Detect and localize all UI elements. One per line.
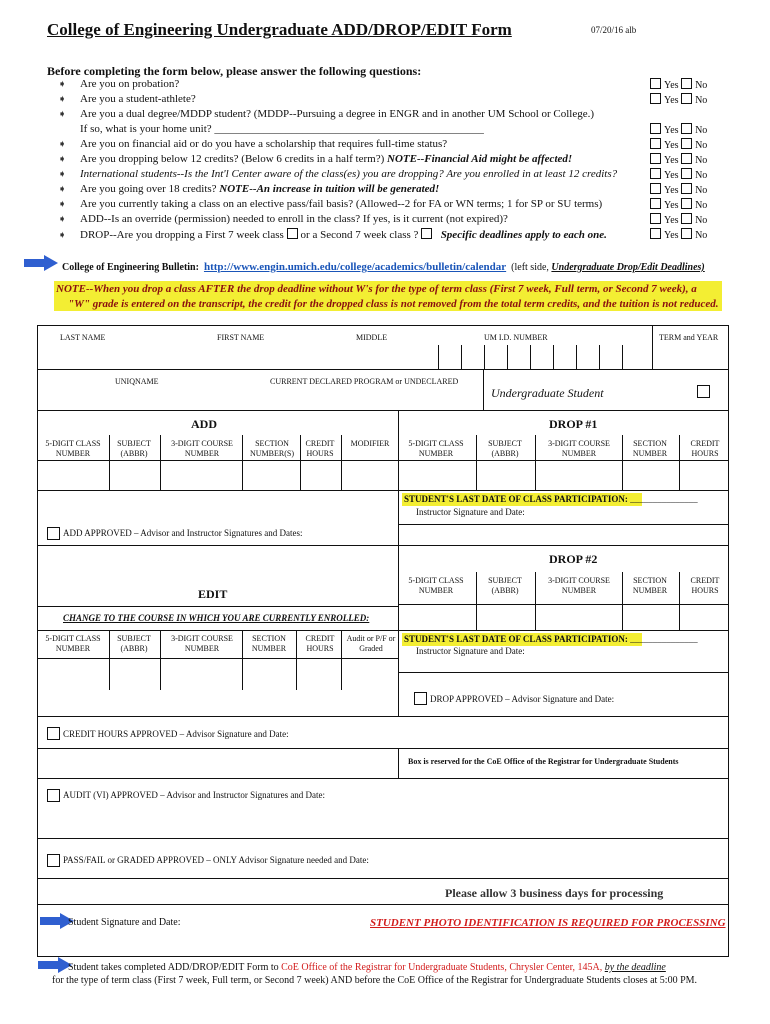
drop2-col-section: SECTION NUMBER (632, 576, 668, 595)
add-col-section: SECTION NUMBER(S) (249, 439, 294, 458)
yes-checkbox[interactable] (650, 78, 661, 89)
no-checkbox[interactable] (681, 228, 692, 239)
photo-id-notice: STUDENT PHOTO IDENTIFICATION IS REQUIRED FOR PROCESSING (370, 917, 726, 929)
pass-fail-approved-label: PASS/FAIL or GRADED APPROVED – ONLY Advisor Signature needed and Date: (63, 855, 369, 865)
uniqname-label: UNIQNAME (115, 377, 159, 386)
arrow-right-icon (38, 957, 72, 973)
first-name-label: FIRST NAME (217, 333, 265, 342)
no-checkbox[interactable] (681, 138, 692, 149)
edit-course-row[interactable] (37, 658, 398, 690)
yes-no-international: Yes No (650, 168, 707, 181)
drop2-col-course-number: 3-DIGIT COURSE NUMBER (548, 576, 610, 595)
question-international: ➧ International students--Is the Int'l Center aware of the class(es) you are dropping? Are you enrolled in at least 12 credits? (58, 168, 618, 180)
yes-checkbox[interactable] (650, 183, 661, 194)
pointer-icon: ➧ (58, 184, 67, 195)
pointer-icon: ➧ (58, 199, 67, 210)
question-below-12: ➧ Are you dropping below 12 credits? (Below 6 credits in a half term?) NOTE--Financial Aid might be affected! (58, 153, 573, 165)
pointer-icon: ➧ (58, 139, 67, 150)
question-home-unit: If so, what is your home unit? _________________________________________________ (80, 123, 484, 135)
drop1-course-row[interactable] (399, 460, 727, 490)
yes-checkbox[interactable] (650, 93, 661, 104)
yes-checkbox[interactable] (650, 168, 661, 179)
drop1-col-subject: SUBJECT (ABBR) (488, 439, 522, 458)
yes-checkbox[interactable] (650, 153, 661, 164)
question-athlete: ➧ Are you a student-athlete? (58, 93, 196, 105)
middle-label: MIDDLE (356, 333, 388, 342)
pointer-icon: ➧ (58, 230, 67, 241)
drop-approved-label: DROP APPROVED – Advisor Signature and Date: (430, 694, 615, 704)
edit-subtitle: CHANGE TO THE COURSE IN WHICH YOU ARE CURRENTLY ENROLLED: (63, 613, 370, 623)
question-financial-aid: ➧ Are you on financial aid or do you have a scholarship that requires full-time status? (58, 138, 448, 150)
first-7-week-checkbox[interactable] (287, 228, 298, 239)
add-col-subject: SUBJECT (ABBR) (117, 439, 151, 458)
drop2-instructor-label: Instructor Signature and Date: (416, 646, 525, 656)
pointer-icon: ➧ (58, 214, 67, 225)
question-pass-fail: ➧ Are you currently taking a class on an elective pass/fail basis? (Allowed--2 for FA or WN terms; 1 for SP or SU terms) (58, 198, 603, 210)
drop2-col-class-number: 5-DIGIT CLASS NUMBER (408, 576, 464, 595)
edit-col-section: SECTION NUMBER (251, 634, 287, 653)
bulletin-link[interactable]: http://www.engin.umich.edu/college/academics/bulletin/calendar (203, 261, 507, 273)
add-approved-label: ADD APPROVED – Advisor and Instructor Signatures and Dates: (63, 528, 303, 538)
credit-hours-approved-checkbox[interactable] (47, 727, 60, 740)
pointer-icon: ➧ (58, 154, 67, 165)
question-override: ➧ ADD--Is an override (permission) needed to enroll in the class? If yes, is it current (not expired)? (58, 213, 508, 225)
pointer-icon: ➧ (58, 94, 67, 105)
intro-text: Before completing the form below, please answer the following questions: (47, 64, 422, 78)
add-col-credit: CREDIT HOURS (305, 439, 335, 458)
student-signature-label: Student Signature and Date: (68, 917, 181, 928)
no-checkbox[interactable] (681, 78, 692, 89)
yes-no-over-18: Yes No (650, 183, 707, 196)
second-7-week-checkbox[interactable] (421, 228, 432, 239)
pointer-icon: ➧ (58, 79, 67, 90)
registrar-box-label: Box is reserved for the CoE Office of the Registrar for Undergraduate Students (408, 757, 679, 766)
drop1-col-section: SECTION NUMBER (632, 439, 668, 458)
warning-line-1: NOTE--When you drop a class AFTER the drop deadline without W's for the type of term class (First 7 week, Full term, or Second 7 week), a (56, 283, 697, 295)
no-checkbox[interactable] (681, 153, 692, 164)
yes-no-financial-aid: Yes No (650, 138, 707, 151)
add-col-modifier: MODIFIER (350, 439, 390, 448)
add-col-class-number: 5-DIGIT CLASS NUMBER (45, 439, 101, 458)
form-date-code: 07/20/16 alb (591, 25, 637, 35)
deadlines-link[interactable]: Undergraduate Drop/Edit Deadlines) (551, 262, 705, 273)
drop2-col-credit: CREDIT HOURS (690, 576, 720, 595)
credit-hours-approved-label: CREDIT HOURS APPROVED – Advisor Signature and Date: (63, 729, 289, 739)
question-over-18: ➧ Are you going over 18 credits? NOTE--An increase in tuition will be generated! (58, 183, 440, 195)
pass-fail-approved-checkbox[interactable] (47, 854, 60, 867)
drop-approved-checkbox[interactable] (414, 692, 427, 705)
yes-checkbox[interactable] (650, 138, 661, 149)
edit-col-audit: Audit or P/F or Graded (346, 634, 396, 653)
yes-no-7-week: Yes No (650, 228, 707, 241)
footer-line-2: for the type of term class (First 7 week, Full term, or Second 7 week) AND before the CoE Office of the Registrar for Undergraduate Students closes at 5:00 PM. (52, 975, 698, 986)
yes-no-below-12: Yes No (650, 153, 707, 166)
yes-no-athlete: Yes No (650, 93, 707, 106)
processing-note: Please allow 3 business days for processing (445, 886, 664, 900)
question-probation: ➧ Are you on probation? (58, 78, 180, 90)
pointer-icon: ➧ (58, 169, 67, 180)
edit-col-class-number: 5-DIGIT CLASS NUMBER (45, 634, 101, 653)
no-checkbox[interactable] (681, 168, 692, 179)
drop2-col-subject: SUBJECT (ABBR) (488, 576, 522, 595)
program-label: CURRENT DECLARED PROGRAM or UNDECLARED (270, 377, 459, 386)
drop1-instructor-label: Instructor Signature and Date: (416, 507, 525, 517)
drop2-course-row[interactable] (399, 604, 727, 630)
add-title: ADD (191, 417, 217, 431)
drop1-title: DROP #1 (549, 417, 598, 431)
question-dual-degree: ➧ Are you a dual degree/MDDP student? (MDDP--Pursuing a degree in ENGR and in another UM School or College.) (58, 108, 595, 120)
drop1-last-date-label: STUDENT'S LAST DATE OF CLASS PARTICIPATION: _______________ (404, 494, 698, 504)
drop2-title: DROP #2 (549, 552, 598, 566)
drop1-col-class-number: 5-DIGIT CLASS NUMBER (408, 439, 464, 458)
term-label: TERM and YEAR (659, 333, 719, 342)
yes-checkbox[interactable] (650, 198, 661, 209)
last-name-label: LAST NAME (60, 333, 106, 342)
umid-input[interactable] (438, 345, 648, 369)
question-7-week: ➧ DROP--Are you dropping a First 7 week class or a Second 7 week class ? Specific deadlines apply to each one. (58, 229, 607, 241)
footer-line-1: Student takes completed ADD/DROP/EDIT Form to CoE Office of the Registrar for Undergraduate Students, Chrysler Center, 145A, by the deadline (68, 962, 666, 973)
no-checkbox[interactable] (681, 213, 692, 224)
audit-approved-checkbox[interactable] (47, 789, 60, 802)
yes-checkbox[interactable] (650, 228, 661, 239)
no-checkbox[interactable] (681, 123, 692, 134)
warning-line-2: "W" grade is entered on the transcript, the credit for the dropped class is not removed from the total term credits, and the tuition is not reduced. (68, 298, 719, 310)
undergraduate-student-checkbox[interactable] (697, 385, 710, 398)
edit-col-credit: CREDIT HOURS (305, 634, 335, 653)
edit-col-course-number: 3-DIGIT COURSE NUMBER (171, 634, 233, 653)
audit-approved-label: AUDIT (VI) APPROVED – Advisor and Instructor Signatures and Date: (63, 790, 326, 800)
drop1-col-credit: CREDIT HOURS (690, 439, 720, 458)
pointer-icon: ➧ (58, 109, 67, 120)
add-approved-checkbox[interactable] (47, 527, 60, 540)
undergraduate-student-label: Undergraduate Student (491, 386, 604, 400)
yes-checkbox[interactable] (650, 213, 661, 224)
yes-no-pass-fail: Yes No (650, 198, 707, 211)
yes-no-probation: Yes No (650, 78, 707, 91)
edit-col-subject: SUBJECT (ABBR) (117, 634, 151, 653)
drop1-col-course-number: 3-DIGIT COURSE NUMBER (548, 439, 610, 458)
bulletin-line: College of Engineering Bulletin: http://www.engin.umich.edu/college/academics/bulletin/calendar (left side, Undergraduate Drop/Edit Deadlines) (62, 261, 705, 273)
umid-label: UM I.D. NUMBER (484, 333, 548, 342)
no-checkbox[interactable] (681, 93, 692, 104)
yes-checkbox[interactable] (650, 123, 661, 134)
no-checkbox[interactable] (681, 198, 692, 209)
yes-no-home-unit: Yes No (650, 123, 707, 136)
add-col-course-number: 3-DIGIT COURSE NUMBER (171, 439, 233, 458)
edit-title: EDIT (198, 587, 228, 601)
yes-no-override: Yes No (650, 213, 707, 226)
drop2-last-date-label: STUDENT'S LAST DATE OF CLASS PARTICIPATION: _______________ (404, 634, 698, 644)
add-course-row[interactable] (37, 460, 398, 490)
no-checkbox[interactable] (681, 183, 692, 194)
form-title: College of Engineering Undergraduate ADD/DROP/EDIT Form (47, 20, 512, 39)
arrow-right-icon (24, 255, 58, 271)
